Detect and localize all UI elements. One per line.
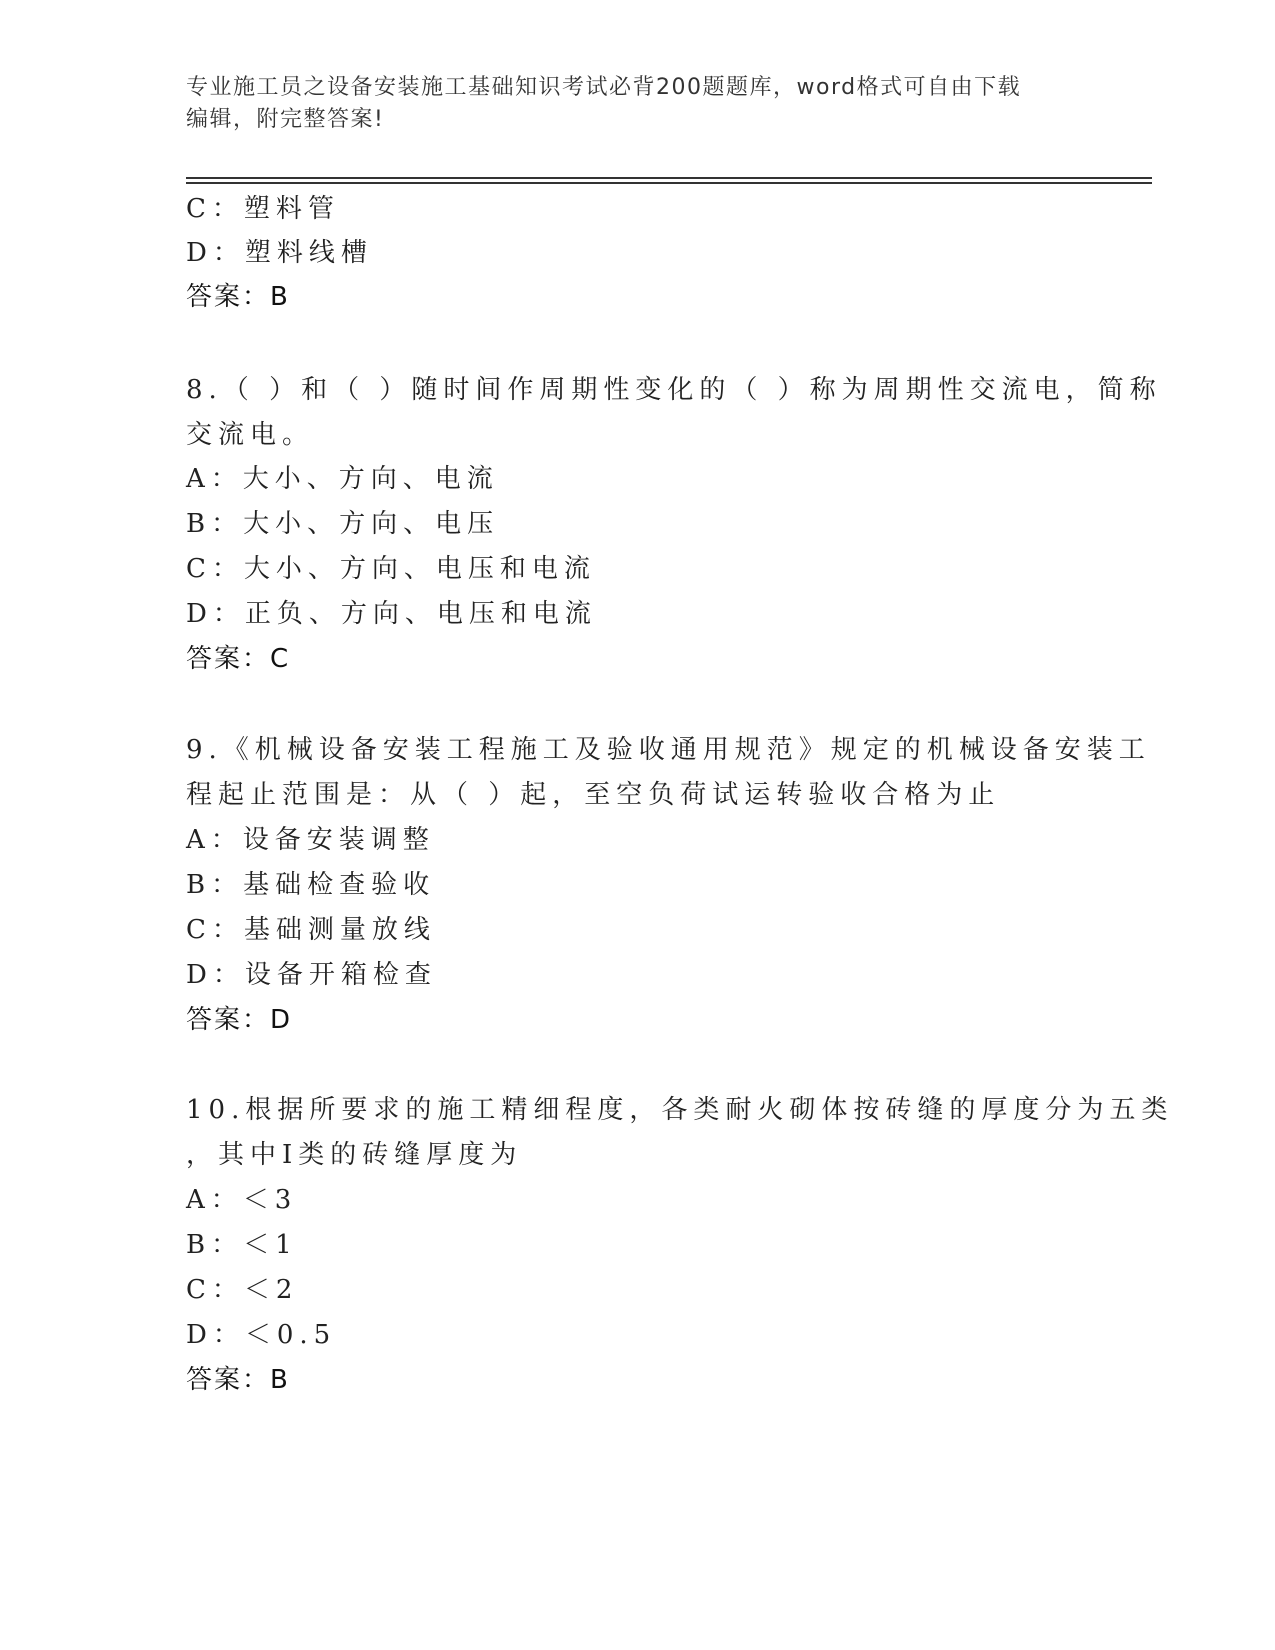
header-title-line2: 编辑，附完整答案! <box>186 107 385 132</box>
header-divider-top <box>186 177 1152 179</box>
q7-answer: 答案：B <box>186 282 290 312</box>
q10-option-c: C：＜2 <box>186 1275 299 1305</box>
q10-option-a: A：＜3 <box>186 1185 298 1215</box>
q7-option-d: D：塑料线槽 <box>186 238 373 268</box>
q9-answer: 答案：D <box>186 1005 293 1035</box>
header-divider-bottom <box>186 182 1152 184</box>
document-header <box>186 72 1086 136</box>
q8-option-d: D：正负、方向、电压和电流 <box>186 599 597 629</box>
q8-answer: 答案：C <box>186 644 291 674</box>
q9-option-b: B：基础检查验收 <box>186 870 436 900</box>
q8-option-c: C：大小、方向、电压和电流 <box>186 554 596 584</box>
q10-answer: 答案：B <box>186 1365 290 1395</box>
q8-stem-line2: 交流电。 <box>186 420 315 450</box>
q8-option-b: B：大小、方向、电压 <box>186 509 500 539</box>
q10-stem-line2: ，其中Ⅰ类的砖缝厚度为 <box>186 1140 523 1170</box>
q9-option-a: A：设备安装调整 <box>186 825 435 855</box>
q10-option-b: B：＜1 <box>186 1230 298 1260</box>
q9-option-d: D：设备开箱检查 <box>186 960 437 990</box>
q9-option-c: C：基础测量放线 <box>186 915 436 945</box>
q8-stem-line1: 8.（ ）和（ ）随时间作周期性变化的（ ）称为周期性交流电，简称 <box>186 375 1162 405</box>
q7-option-c: C：塑料管 <box>186 194 340 224</box>
q9-stem-line1: 9.《机械设备安装工程施工及验收通用规范》规定的机械设备安装工 <box>186 735 1151 765</box>
q10-option-d: D：＜0.5 <box>186 1320 337 1350</box>
q9-stem-line2: 程起止范围是：从（ ）起，至空负荷试运转验收合格为止 <box>186 780 1001 810</box>
q8-option-a: A：大小、方向、电流 <box>186 464 499 494</box>
q10-stem-line1: 10.根据所要求的施工精细程度，各类耐火砌体按砖缝的厚度分为五类 <box>186 1095 1174 1125</box>
header-title-line1: 专业施工员之设备安装施工基础知识考试必背200题题库，word格式可自由下载 <box>186 75 1022 100</box>
